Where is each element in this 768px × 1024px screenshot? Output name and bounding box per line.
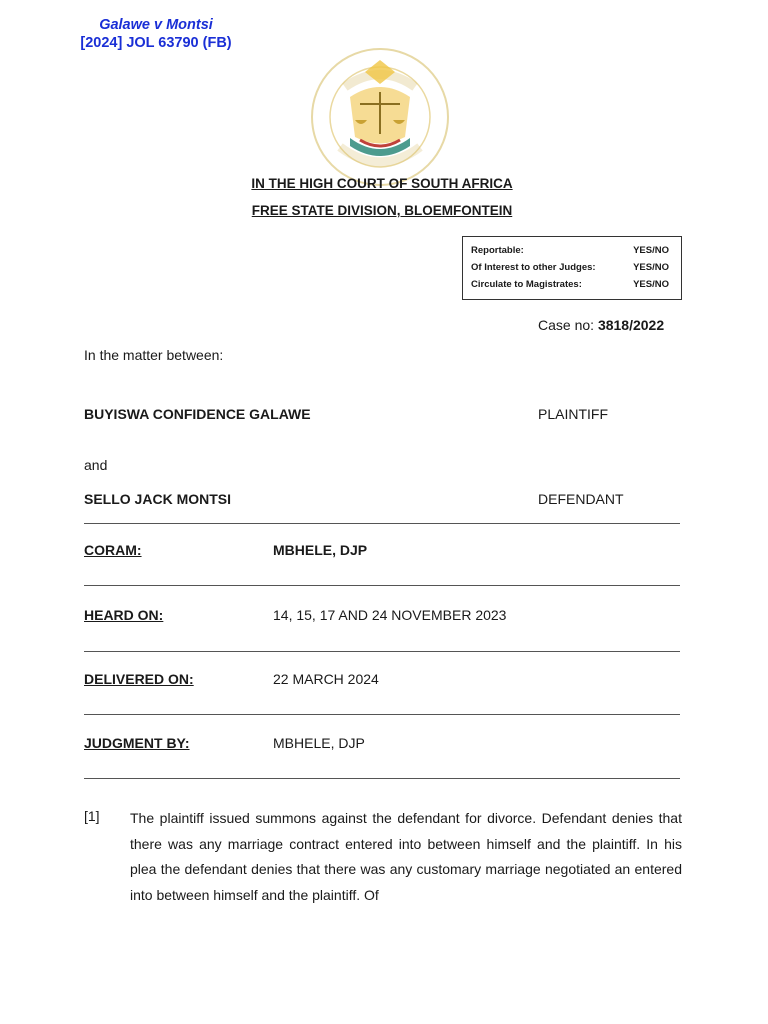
journal-reference: [2024] JOL 63790 (FB): [80, 35, 232, 51]
and-text: and: [84, 457, 108, 473]
coram-label: CORAM:: [84, 542, 142, 558]
court-name: IN THE HIGH COURT OF SOUTH AFRICA: [251, 176, 513, 191]
divider: [84, 651, 680, 652]
reportable-row: [463, 242, 681, 259]
coram-value: MBHELE, DJP: [273, 542, 368, 558]
reportable-label: Reportable:: [471, 245, 524, 256]
circulate-row: [463, 276, 681, 293]
divider: [84, 778, 680, 779]
divider: [84, 714, 680, 715]
case-name: Galawe v Montsi: [99, 17, 213, 33]
court-heading: [200, 170, 564, 224]
heard-on-value: 14, 15, 17 AND 24 NOVEMBER 2023: [273, 607, 507, 623]
circulate-label: Circulate to Magistrates:: [471, 279, 582, 290]
delivered-on-value: 22 MARCH 2024: [273, 671, 379, 687]
citation-header: [66, 16, 246, 52]
heard-on-label: HEARD ON:: [84, 607, 164, 623]
defendant-role: DEFENDANT: [538, 491, 624, 507]
reportable-value: YES/NO: [633, 245, 669, 256]
reportable-box: [462, 236, 682, 300]
case-number-value: 3818/2022: [597, 317, 665, 333]
interest-label: Of Interest to other Judges:: [471, 262, 596, 273]
matter-between: In the matter between:: [84, 347, 224, 363]
circulate-value: YES/NO: [633, 279, 669, 290]
plaintiff-name: BUYISWA CONFIDENCE GALAWE: [84, 406, 311, 422]
delivered-on-label: DELIVERED ON:: [84, 671, 194, 687]
interest-value: YES/NO: [633, 262, 669, 273]
defendant-name: SELLO JACK MONTSI: [84, 491, 232, 507]
court-division: FREE STATE DIVISION, BLOEMFONTEIN: [251, 203, 513, 218]
judgment-by-value: MBHELE, DJP: [273, 735, 365, 751]
divider: [84, 523, 680, 524]
case-number-prefix: Case no:: [538, 317, 598, 333]
divider: [84, 585, 680, 586]
paragraph-text: The plaintiff issued summons against the defendant for divorce. Defendant denies that there was any marriage contract entered into between himself and the plaintiff. In his plea the defendant denies that there was any customary marriage negotiated an entered into between himself and the plaintiff. Of: [130, 810, 682, 903]
interest-row: [463, 259, 681, 276]
plaintiff-role: PLAINTIFF: [538, 406, 609, 422]
case-number: [538, 317, 664, 333]
judgment-by-label: JUDGMENT BY:: [84, 735, 190, 751]
paragraph-number: [1]: [84, 808, 100, 824]
